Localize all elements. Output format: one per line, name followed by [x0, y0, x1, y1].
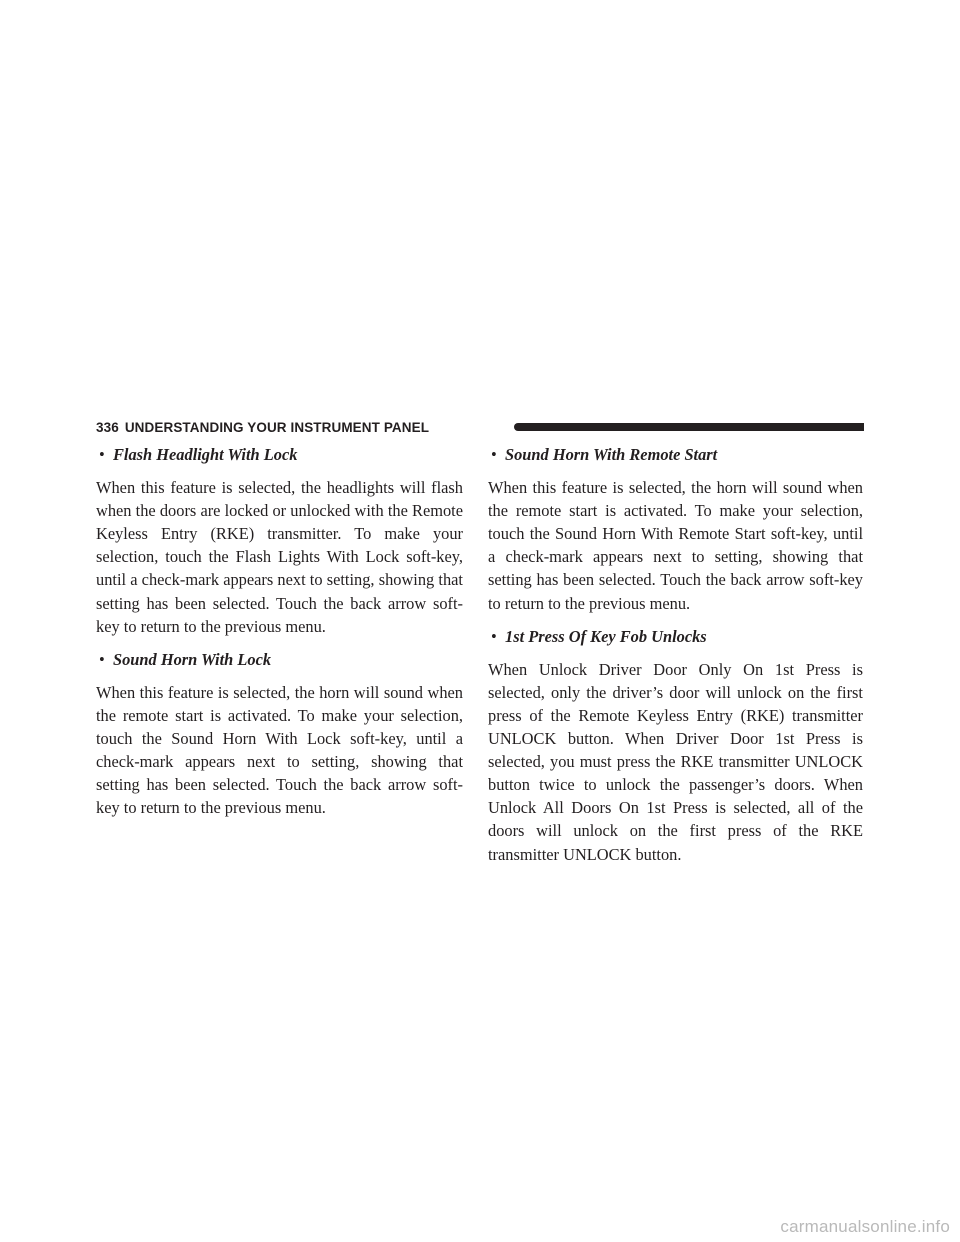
body-paragraph: When this feature is selected, the horn will sound when the remote start is activated. To make your selection, touch the Sound Horn With Lock soft-key, until a check-mark appears next to setting, showing that setting has been selected. Touch the back arrow soft-key to return to the previous menu.: [96, 682, 463, 818]
bullet-dot: •: [491, 626, 497, 646]
bullet-heading: [488, 443, 863, 466]
body-paragraph: When this feature is selected, the headlights will flash when the doors are locked or unlocked with the Remote Keyless Entry (RKE) transmitter. To make your selection, touch the Flash Lights With Lock soft-key, until a check-mark appears next to setting, showing that setting has been selected. Touch the back arrow soft-key to return to the previous menu.: [96, 478, 463, 636]
bullet-title: 1st Press Of Key Fob Unlocks: [505, 626, 707, 646]
body-paragraph: When Unlock Driver Door Only On 1st Press is selected, only the driver’s door will unlock on the first press of the Remote Keyless Entry (RKE) transmitter UNLOCK button. When Driver Door 1st Press is selected, you must press the RKE transmitter UNLOCK button twice to unlock the passenger’s doors. When Unlock All Doors On 1st Press is selected, all of the doors will unlock on the first press of the RKE transmitter UNLOCK button.: [488, 659, 863, 864]
bullet-title: Sound Horn With Lock: [113, 649, 272, 669]
bullet-heading: [96, 648, 463, 671]
header-rule: [514, 423, 864, 431]
left-column: [96, 443, 463, 829]
header-text: [96, 420, 429, 436]
section-title: UNDERSTANDING YOUR INSTRUMENT PANEL: [124, 420, 430, 435]
bullet-heading: [488, 625, 863, 648]
watermark: carmanualsonline.info: [780, 1217, 950, 1236]
bullet-dot: •: [99, 445, 105, 464]
body-paragraph: When this feature is selected, the horn will sound when the remote start is activated. To make your selection, touch the Sound Horn With Remote Start soft-key, until a check-mark appears next to setting, showing that setting has been selected. Touch the back arrow soft-key to return to the previous menu.: [488, 478, 863, 613]
page-number: 336: [96, 420, 119, 435]
bullet-title: Flash Headlight With Lock: [113, 445, 298, 464]
page-header: [96, 419, 864, 437]
bullet-dot: •: [491, 445, 497, 464]
right-column: [488, 443, 863, 876]
bullet-title: Sound Horn With Remote Start: [505, 445, 718, 464]
bullet-dot: •: [99, 649, 105, 669]
bullet-heading: [96, 443, 463, 466]
